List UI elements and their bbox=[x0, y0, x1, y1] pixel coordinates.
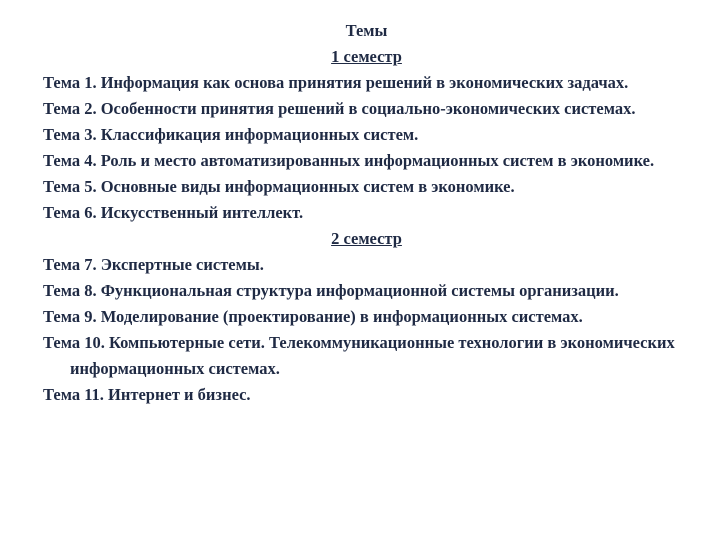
topic-4: Тема 4. Роль и место автоматизированных информационных систем в экономике. bbox=[43, 151, 655, 170]
semester-2-heading: 2 семестр bbox=[331, 229, 402, 248]
topic-10: Тема 10. Компьютерные сети. Телекоммуникационные технологии в экономических информационных системах. bbox=[43, 333, 675, 378]
topic-11: Тема 11. Интернет и бизнес. bbox=[43, 385, 251, 404]
topic-6: Тема 6. Искусственный интеллект. bbox=[43, 203, 304, 222]
topic-5: Тема 5. Основные виды информационных систем в экономике. bbox=[43, 177, 515, 196]
topic-7: Тема 7. Экспертные системы. bbox=[43, 255, 264, 274]
topic-8: Тема 8. Функциональная структура информационной системы организации. bbox=[43, 281, 619, 300]
topic-1: Тема 1. Информация как основа принятия решений в экономических задачах. bbox=[43, 73, 629, 92]
slide-title: Темы bbox=[345, 21, 388, 40]
semester-1-heading: 1 семестр bbox=[331, 47, 402, 66]
topic-2: Тема 2. Особенности принятия решений в социально-экономических системах. bbox=[43, 99, 636, 118]
topic-9: Тема 9. Моделирование (проектирование) в информационных системах. bbox=[43, 307, 583, 326]
topic-3: Тема 3. Классификация информационных систем. bbox=[43, 125, 419, 144]
